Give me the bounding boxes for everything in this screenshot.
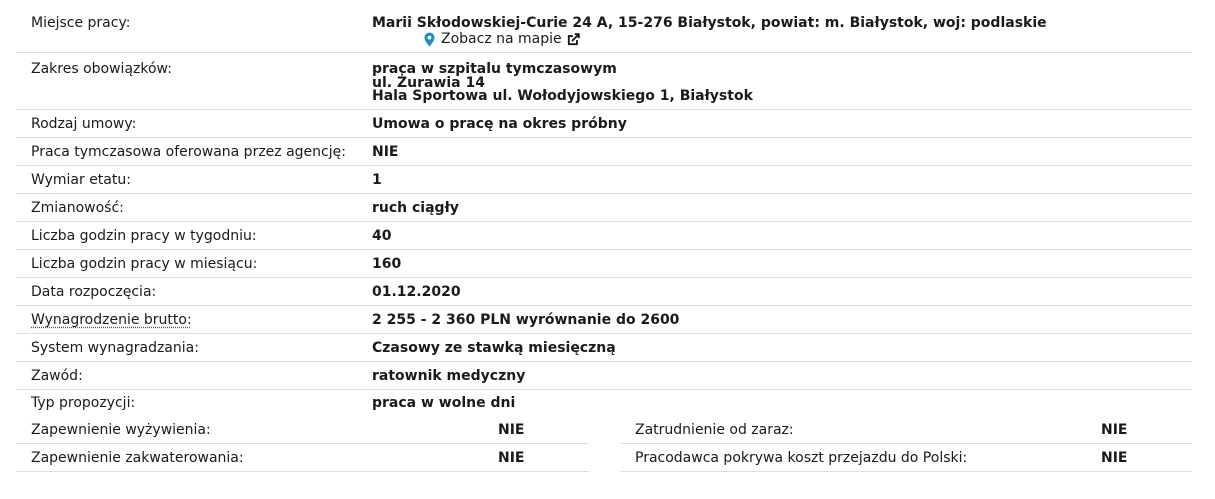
row-pay-system — [16, 334, 1192, 362]
start-date-value: 01.12.2020 — [372, 283, 461, 300]
duty-line: ul. Żurawia 14 — [372, 75, 485, 91]
row-duties — [16, 53, 1192, 110]
row-profession — [16, 362, 1192, 390]
meals-value: NIE — [498, 421, 525, 438]
offer-type-value: praca w wolne dni — [372, 395, 516, 411]
duty-line: Hala Sportowa ul. Wołodyjowskiego 1, Białystok — [372, 88, 753, 104]
row-immediate-start — [620, 416, 1192, 444]
row-gross-salary — [16, 306, 1192, 334]
left-column — [16, 416, 589, 472]
row-temp-agency — [16, 138, 1192, 166]
job-offer-details — [16, 0, 1192, 472]
gross-salary-label[interactable]: Wynagrodzenie brutto: — [31, 311, 192, 328]
profession-label: Zawód: — [31, 367, 83, 384]
shift-pattern-value: ruch ciągły — [372, 199, 459, 216]
row-accommodation — [16, 444, 589, 472]
row-monthly-hours — [16, 250, 1192, 278]
place-value — [372, 15, 1192, 52]
contract-type-value: Umowa o pracę na okres próbny — [372, 115, 627, 132]
temp-agency-value: NIE — [372, 143, 399, 160]
weekly-hours-value: 40 — [372, 227, 392, 244]
duties-label: Zakres obowiązków: — [31, 61, 172, 77]
row-shift-pattern — [16, 194, 1192, 222]
pay-system-label: System wynagradzania: — [31, 339, 199, 356]
duties-value — [372, 61, 1192, 109]
contract-type-label: Rodzaj umowy: — [31, 115, 137, 132]
place-label: Miejsce pracy: — [31, 15, 131, 31]
gross-salary-label-cell — [16, 312, 372, 328]
row-start-date — [16, 278, 1192, 306]
row-meals — [16, 416, 589, 444]
duty-line: praca w szpitalu tymczasowym — [372, 61, 617, 77]
travel-cost-label: Pracodawca pokrywa koszt przejazdu do Polski: — [635, 449, 968, 466]
show-on-map-link[interactable]: Zobacz na mapie — [441, 31, 562, 47]
gross-salary-value: 2 255 - 2 360 PLN wyrównanie do 2600 — [372, 311, 680, 328]
row-place — [16, 0, 1192, 53]
row-offer-type — [16, 390, 1192, 416]
row-contract-type — [16, 110, 1192, 138]
meals-label: Zapewnienie wyżywienia: — [31, 421, 211, 438]
map-link-wrapper[interactable] — [372, 31, 1192, 48]
temp-agency-label: Praca tymczasowa oferowana przez agencję: — [31, 143, 346, 160]
profession-value: ratownik medyczny — [372, 367, 526, 384]
right-column — [620, 416, 1192, 472]
map-pin-icon — [422, 32, 437, 47]
accommodation-label: Zapewnienie zakwaterowania: — [31, 449, 244, 466]
row-job-fraction — [16, 166, 1192, 194]
place-address: Marii Skłodowskiej-Curie 24 A, 15-276 Białystok, powiat: m. Białystok, woj: podlaskie — [372, 15, 1047, 31]
row-travel-cost — [620, 444, 1192, 472]
monthly-hours-value: 160 — [372, 255, 402, 272]
start-date-label: Data rozpoczęcia: — [31, 283, 157, 300]
accommodation-value: NIE — [498, 449, 525, 466]
two-column-section — [16, 416, 1192, 472]
row-weekly-hours — [16, 222, 1192, 250]
immediate-start-label: Zatrudnienie od zaraz: — [635, 421, 794, 438]
external-link-icon[interactable] — [566, 32, 581, 47]
job-fraction-value: 1 — [372, 171, 382, 188]
weekly-hours-label: Liczba godzin pracy w tygodniu: — [31, 227, 257, 244]
immediate-start-value: NIE — [1101, 421, 1128, 438]
offer-type-label: Typ propozycji: — [31, 395, 136, 411]
travel-cost-value: NIE — [1101, 449, 1128, 466]
shift-pattern-label: Zmianowość: — [31, 199, 124, 216]
job-fraction-label: Wymiar etatu: — [31, 171, 131, 188]
pay-system-value: Czasowy ze stawką miesięczną — [372, 339, 616, 356]
monthly-hours-label: Liczba godzin pracy w miesiącu: — [31, 255, 258, 272]
